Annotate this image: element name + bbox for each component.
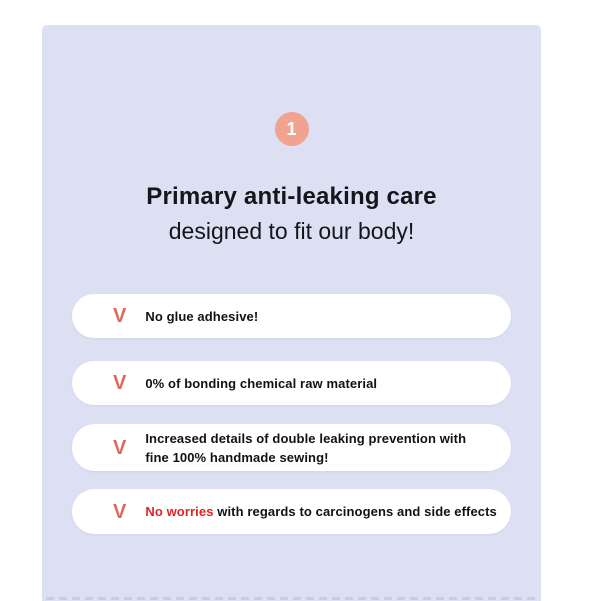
step-number-badge	[275, 112, 309, 146]
checklist-item	[72, 424, 511, 471]
check-v-icon: V	[113, 436, 127, 459]
page-title: Primary anti-leaking care	[146, 183, 437, 210]
checklist-item-line: Increased details of double leaking prevention with	[145, 430, 467, 446]
checklist-item-line: fine 100% handmade sewing!	[145, 449, 329, 465]
checklist-item	[72, 361, 511, 405]
checklist-item-line: 0% of bonding chemical raw material	[145, 375, 378, 391]
check-v-icon: V	[113, 305, 127, 327]
check-v-icon: V	[113, 372, 127, 394]
step-number: 1	[286, 118, 297, 139]
checklist-item-text	[145, 429, 466, 467]
checklist-item-line: No glue adhesive!	[145, 308, 259, 324]
page-subtitle: designed to fit our body!	[168, 218, 415, 244]
checklist-item-text	[145, 374, 377, 393]
checklist-item-text	[145, 307, 258, 326]
heading-block	[42, 182, 541, 246]
check-v-icon: V	[113, 500, 127, 523]
checklist-item	[72, 489, 511, 534]
checklist-item-highlight: No worries	[145, 504, 214, 519]
checklist-item-text	[145, 502, 497, 521]
checklist-item-rest: with regards to carcinogens and side effects	[213, 504, 497, 519]
checklist-item	[72, 294, 511, 338]
bottom-dashed-divider	[46, 597, 537, 600]
info-panel	[42, 25, 541, 601]
